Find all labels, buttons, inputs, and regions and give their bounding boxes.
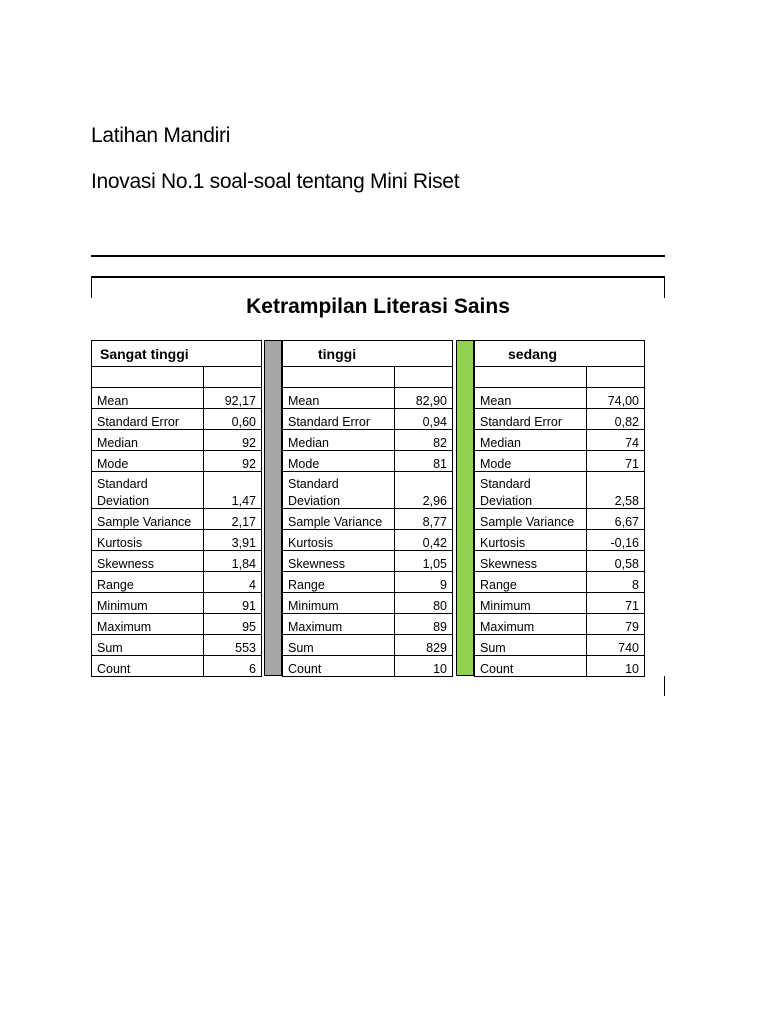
stat-value: 2,17 (204, 509, 262, 530)
stat-value: 9 (395, 572, 453, 593)
table-row (283, 509, 453, 530)
stat-value: 829 (395, 635, 453, 656)
stat-label: Standard Error (475, 409, 587, 430)
stat-value: 8,77 (395, 509, 453, 530)
stat-label: Count (92, 656, 204, 677)
table-row (475, 509, 645, 530)
stat-value: 95 (204, 614, 262, 635)
stat-label: Range (475, 572, 587, 593)
stat-label: Count (283, 656, 395, 677)
stat-value: 71 (587, 451, 645, 472)
stat-label: Skewness (283, 551, 395, 572)
page-subheading: Inovasi No.1 soal-soal tentang Mini Riset (91, 170, 460, 193)
table-row (283, 409, 453, 430)
table-row (475, 530, 645, 551)
stat-label: Mean (92, 388, 204, 409)
stats-table-sangat-tinggi (91, 340, 262, 677)
stat-value: 2,58 (587, 472, 645, 509)
stat-label: Mean (283, 388, 395, 409)
table-row (283, 635, 453, 656)
stat-label: Median (475, 430, 587, 451)
table-row (92, 451, 262, 472)
stat-value: 92 (204, 430, 262, 451)
table-row (92, 551, 262, 572)
stat-value: 0,58 (587, 551, 645, 572)
stat-value: 3,91 (204, 530, 262, 551)
stat-value: 71 (587, 593, 645, 614)
stat-label: Sample Variance (475, 509, 587, 530)
stat-value: 10 (395, 656, 453, 677)
stat-label (283, 472, 395, 509)
blank-cell (92, 367, 204, 388)
frame-top-rule (91, 276, 665, 278)
blank-cell (283, 367, 395, 388)
stat-value: 82 (395, 430, 453, 451)
stat-label: Sum (283, 635, 395, 656)
table-row (92, 509, 262, 530)
table-row (475, 388, 645, 409)
stat-value: 0,42 (395, 530, 453, 551)
stat-label-line: Standard (97, 477, 148, 491)
table-row (92, 614, 262, 635)
table-row (475, 635, 645, 656)
stat-label: Count (475, 656, 587, 677)
stat-label: Kurtosis (475, 530, 587, 551)
stat-label: Maximum (475, 614, 587, 635)
table-row (92, 388, 262, 409)
frame-right-edge-bottom (664, 676, 665, 696)
table-row (475, 656, 645, 677)
stat-label: Range (283, 572, 395, 593)
table-row (283, 614, 453, 635)
stat-value: 81 (395, 451, 453, 472)
stat-value: 740 (587, 635, 645, 656)
stat-value: 92,17 (204, 388, 262, 409)
stat-label (475, 472, 587, 509)
group-header: sedang (475, 341, 645, 367)
stat-value: 1,05 (395, 551, 453, 572)
stat-value: 89 (395, 614, 453, 635)
stat-value: 8 (587, 572, 645, 593)
stat-value: 0,94 (395, 409, 453, 430)
table-row (475, 451, 645, 472)
stat-label-line: Standard (480, 477, 531, 491)
stat-label: Maximum (92, 614, 204, 635)
stat-value: 4 (204, 572, 262, 593)
blank-cell (587, 367, 645, 388)
stat-label: Mean (475, 388, 587, 409)
stat-label: Skewness (475, 551, 587, 572)
table-row (283, 656, 453, 677)
stat-label: Standard Error (92, 409, 204, 430)
stat-label: Range (92, 572, 204, 593)
table-row (283, 530, 453, 551)
stat-label-line: Deviation (288, 494, 341, 508)
table-row (92, 530, 262, 551)
stat-label: Kurtosis (283, 530, 395, 551)
blank-cell (395, 367, 453, 388)
table-title: Ketrampilan Literasi Sains (246, 295, 510, 318)
stats-table-sedang (474, 340, 645, 677)
stat-label: Sample Variance (283, 509, 395, 530)
separator-gray (264, 340, 282, 676)
stat-label: Minimum (283, 593, 395, 614)
stat-label: Mode (92, 451, 204, 472)
blank-cell (475, 367, 587, 388)
stat-label: Minimum (475, 593, 587, 614)
table-row (283, 388, 453, 409)
stat-label: Skewness (92, 551, 204, 572)
table-row (475, 593, 645, 614)
table-row (475, 572, 645, 593)
top-rule (91, 255, 665, 257)
stat-value: 74 (587, 430, 645, 451)
stat-value: -0,16 (587, 530, 645, 551)
stat-label: Kurtosis (92, 530, 204, 551)
stat-label: Standard Error (283, 409, 395, 430)
table-row (475, 409, 645, 430)
stat-value: 82,90 (395, 388, 453, 409)
stat-value: 0,60 (204, 409, 262, 430)
stat-value: 80 (395, 593, 453, 614)
stat-label (92, 472, 204, 509)
stat-value: 1,84 (204, 551, 262, 572)
table-row (283, 572, 453, 593)
table-row (92, 430, 262, 451)
stat-value: 553 (204, 635, 262, 656)
stat-label: Sum (475, 635, 587, 656)
table-row (283, 472, 453, 509)
table-row (92, 656, 262, 677)
stat-value: 6 (204, 656, 262, 677)
table-row (283, 593, 453, 614)
stat-label: Mode (283, 451, 395, 472)
stat-value: 2,96 (395, 472, 453, 509)
stat-label: Mode (475, 451, 587, 472)
table-row (475, 430, 645, 451)
stat-value: 6,67 (587, 509, 645, 530)
table-row (283, 430, 453, 451)
stat-label: Maximum (283, 614, 395, 635)
blank-cell (204, 367, 262, 388)
table-row (92, 572, 262, 593)
table-row (92, 635, 262, 656)
stat-label: Median (283, 430, 395, 451)
stat-value: 91 (204, 593, 262, 614)
table-row (475, 551, 645, 572)
stat-value: 92 (204, 451, 262, 472)
stat-label-line: Standard (288, 477, 339, 491)
table-row (283, 551, 453, 572)
stat-label-line: Deviation (480, 494, 533, 508)
stat-label: Sample Variance (92, 509, 204, 530)
stat-value: 0,82 (587, 409, 645, 430)
stat-value: 10 (587, 656, 645, 677)
stat-value: 1,47 (204, 472, 262, 509)
group-header: Sangat tinggi (92, 341, 262, 367)
stats-table-tinggi (282, 340, 453, 677)
table-row (475, 614, 645, 635)
stat-value: 74,00 (587, 388, 645, 409)
stat-label: Sum (92, 635, 204, 656)
separator-green (456, 340, 474, 676)
table-row (92, 593, 262, 614)
stat-value: 79 (587, 614, 645, 635)
table-row (92, 472, 262, 509)
table-row (475, 472, 645, 509)
stat-label-line: Deviation (97, 494, 150, 508)
stat-label: Median (92, 430, 204, 451)
table-row (92, 409, 262, 430)
stat-label: Minimum (92, 593, 204, 614)
group-header: tinggi (283, 341, 453, 367)
table-row (283, 451, 453, 472)
page-heading: Latihan Mandiri (91, 124, 231, 147)
